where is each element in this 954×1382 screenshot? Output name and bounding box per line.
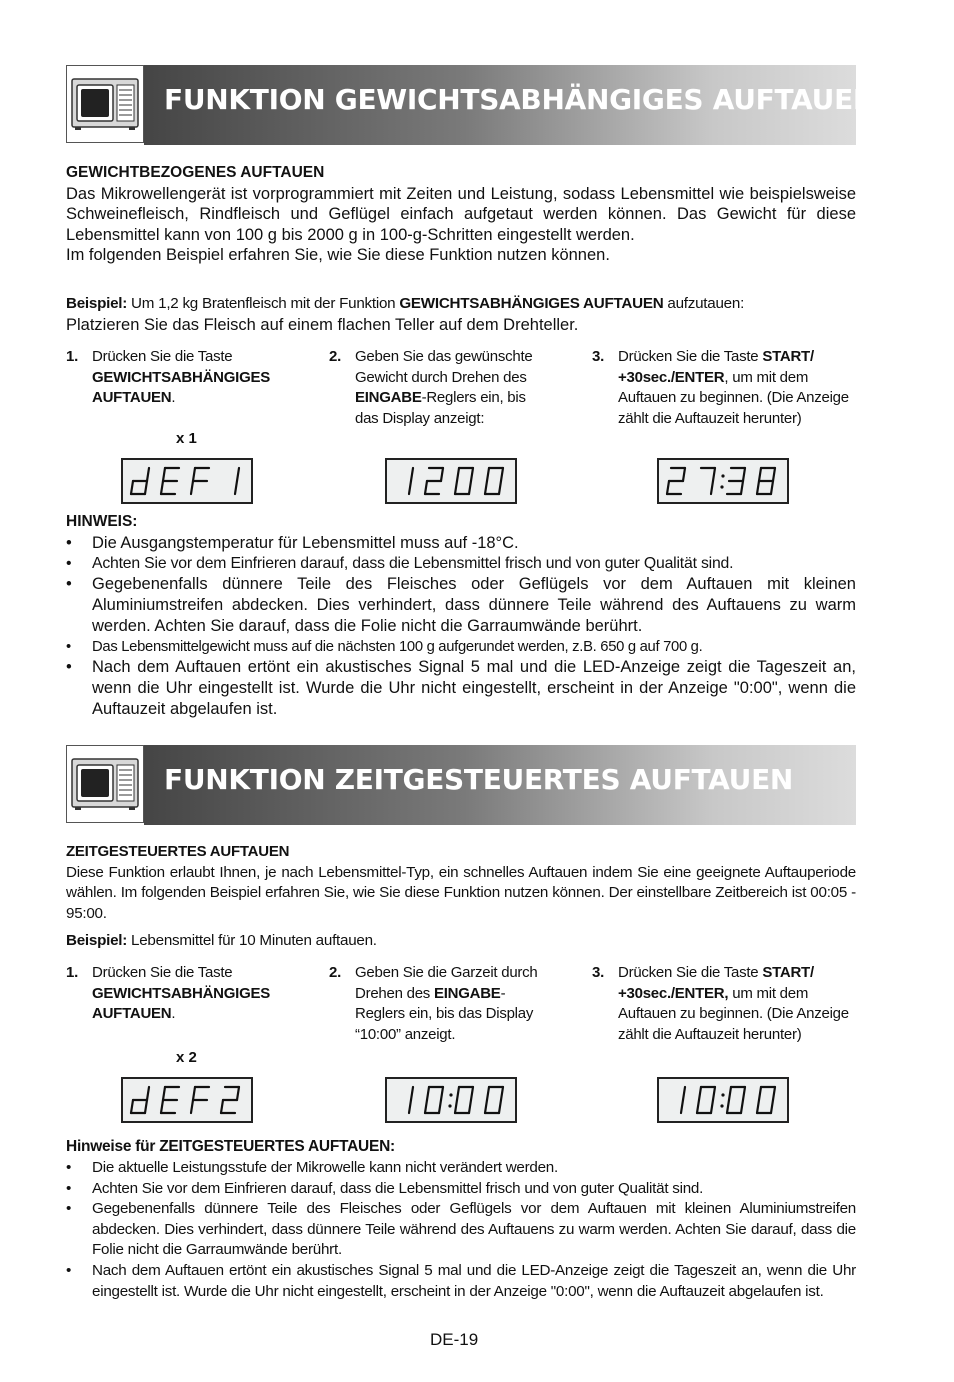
lcd-segment: [439, 1100, 441, 1113]
step-number: 1.: [66, 964, 79, 981]
list-item: [66, 657, 856, 719]
lcd-segment: [147, 1087, 149, 1100]
list-item: [66, 1158, 856, 1179]
lcd-segment: [713, 1087, 715, 1100]
lcd-segment: [191, 481, 193, 494]
lcd-segment: [145, 481, 147, 494]
lcd-segment: [471, 1087, 473, 1100]
lcd-segment: [409, 1100, 411, 1113]
list-item: [66, 1261, 856, 1302]
lcd-colon: [720, 1104, 723, 1107]
step-1: [66, 347, 286, 409]
lcd-colon: [721, 474, 724, 477]
lcd-segment: [741, 481, 743, 494]
lcd-segment: [457, 1087, 459, 1100]
lcd-segment: [727, 1100, 729, 1113]
lcd-segment: [487, 1087, 489, 1100]
step-number: 2.: [329, 348, 342, 365]
section1-intro: [66, 163, 856, 266]
lcd-segment: [427, 1087, 429, 1100]
note-text: Achten Sie vor dem Einfrieren darauf, dass die Lebensmittel frisch und von guter Qualität sind.: [92, 554, 734, 572]
press-count: x 1: [176, 430, 197, 447]
step-text-end: -Reglers ein, bis das Display anzeigt:: [355, 389, 526, 428]
lcd-segment: [683, 1087, 685, 1100]
section2-intro: [66, 842, 856, 924]
step-text: Drücken Sie die Taste: [92, 348, 233, 365]
lcd-segment: [757, 1100, 759, 1113]
lcd-segment: [501, 468, 503, 481]
lcd-segment: [759, 1087, 761, 1100]
lcd-segment: [485, 481, 487, 494]
bullet: •: [66, 1261, 72, 1279]
lcd-colon: [449, 1093, 452, 1096]
lcd-display: [121, 1077, 253, 1123]
section1-intro-text: Das Mikrowellengerät ist vorprogrammiert mit Zeiten und Leistung, sodass Lebensmittel wie beispielsweise Schweinefleisch, Rindfleisch und Geflügel einfach aufgetaut werden können. Das Gewicht für diese Lebensmittel kann von 100 g bis 2000 g in 100-g-Schritten eingestellt werden.: [66, 184, 856, 244]
bullet: •: [66, 1159, 72, 1176]
list-item: [66, 554, 856, 575]
lcd-digits: [387, 460, 515, 502]
lcd-display: [657, 1077, 789, 1123]
lcd-segment: [411, 468, 413, 481]
lcd-segment: [425, 481, 427, 494]
section2-banner: [66, 745, 856, 825]
note-text: Achten Sie vor dem Einfrieren darauf, dass die Lebensmittel frisch und von guter Qualität sind.: [92, 1179, 704, 1197]
lcd-colon: [448, 1104, 451, 1107]
lcd-display: [385, 458, 517, 504]
step-key: GEWICHTSABHÄNGIGES AUFTAUEN: [92, 984, 271, 1023]
lcd-digits: [387, 1079, 515, 1121]
lcd-segment: [469, 481, 471, 494]
lcd-segment: [441, 1087, 443, 1100]
lcd-segment: [743, 468, 745, 481]
bullet: •: [66, 1200, 72, 1218]
microwave-icon: [66, 65, 144, 143]
section1-subheading: GEWICHTBEZOGENES AUFTAUEN: [66, 164, 325, 181]
list-item: [66, 574, 856, 636]
section1-title: FUNKTION GEWICHTSABHÄNGIGES AUFTAUEN: [164, 83, 877, 116]
example-label: Beispiel:: [66, 295, 128, 312]
lcd-segment: [409, 481, 411, 494]
step-3: [592, 347, 854, 430]
lcd-segment: [757, 481, 759, 494]
microwave-icon: [66, 745, 144, 823]
lcd-segment: [697, 1100, 699, 1113]
step-3: [592, 963, 854, 1046]
list-item: [66, 533, 856, 554]
section1-intro-text2: Im folgenden Beispiel erfahren Sie, wie Sie diese Funktion nutzen können.: [66, 246, 610, 264]
example-text: Lebensmittel für 10 Minuten auftauen.: [127, 932, 377, 949]
lcd-segment: [773, 1087, 775, 1100]
note-text: Gegebenenfalls dünnere Teile des Fleisches oder Geflügels vor dem Auftauen mit kleinen Aluminiumstreifen abdecken. Dies verhindert, dass dünnere Teile während des Auftauens zu warm werden. Achten Sie darauf, dass die Folie nicht die Garraumwände berührt.: [92, 575, 856, 635]
lcd-digits: [659, 460, 787, 502]
note-text: Nach dem Auftauen ertönt ein akustisches Signal 5 mal und die LED-Anzeige zeigt die Tageszeit an, wenn die Uhr eingestellt ist. Wurde die Uhr nicht eingestellt, erscheint in der Anzeige "0:00", wenn die Auftauzeit abgelaufen ist.: [92, 658, 856, 718]
section1-notes: [66, 533, 856, 719]
lcd-segment: [771, 1100, 773, 1113]
list-item: [66, 1199, 856, 1261]
step-number: 1.: [66, 348, 79, 365]
lcd-display: [657, 458, 789, 504]
step-1: [66, 963, 286, 1025]
step-key: START/ +30sec./ENTER,: [618, 964, 814, 1002]
lcd-segment: [759, 468, 761, 481]
step-text-end: um mit dem Auftauen zu beginnen. (Die Anzeige zählt die Auftauzeit herunter): [618, 984, 849, 1044]
lcd-segment: [487, 468, 489, 481]
lcd-segment: [237, 1087, 239, 1100]
section1-notes-heading: HINWEIS:: [66, 513, 138, 530]
section1-example: [66, 294, 856, 335]
step-key: EINGABE: [355, 389, 422, 407]
example-text: Um 1,2 kg Bratenfleisch mit der Funktion: [127, 295, 400, 312]
lcd-segment: [131, 1100, 133, 1113]
lcd-segment: [193, 1087, 195, 1100]
step-text-end: -Reglers ein, bis das Display “10:00” anzeigt.: [355, 984, 534, 1044]
lcd-segment: [161, 1100, 163, 1113]
lcd-segment: [161, 481, 163, 494]
lcd-segment: [163, 468, 165, 481]
lcd-segment: [457, 468, 459, 481]
section2-example: [66, 931, 856, 952]
step-text-end: .: [171, 389, 176, 407]
lcd-segment: [485, 1100, 487, 1113]
list-item: [66, 637, 856, 658]
step-text: Drücken Sie die Taste: [92, 964, 233, 981]
lcd-segment: [455, 481, 457, 494]
lcd-digits: [659, 1079, 787, 1121]
step-key: START/ +30sec./ENTER: [618, 348, 814, 386]
lcd-colon: [721, 1093, 724, 1096]
section2-intro-text: Diese Funktion erlaubt Ihnen, je nach Lebensmittel-Typ, ein schnelles Auftauen indem Sie eine geeignete Auftauperiode wählen. Im folgenden Beispiel erfahren Sie, wie Sie diese Funktion nutzen können. Der einstellbare Zeitbereich ist 00:05 - 95:00.: [66, 863, 856, 922]
lcd-segment: [743, 1087, 745, 1100]
step-number: 3.: [592, 348, 605, 365]
example-line2: Platzieren Sie das Fleisch auf einem flachen Teller auf dem Drehteller.: [66, 315, 579, 334]
section2-subheading: ZEITGESTEUERTES AUFTAUEN: [66, 843, 290, 860]
lcd-segment: [425, 1100, 427, 1113]
bullet: •: [66, 554, 72, 572]
section1-banner: [66, 65, 877, 145]
step-number: 2.: [329, 964, 342, 981]
note-text: Die aktuelle Leistungsstufe der Mikrowelle kann nicht verändert werden.: [92, 1159, 558, 1176]
section2-notes-heading: Hinweise für ZEITGESTEUERTES AUFTAUEN:: [66, 1138, 395, 1155]
lcd-segment: [163, 1087, 165, 1100]
press-count: x 2: [176, 1049, 197, 1066]
list-item: [66, 1179, 856, 1200]
page-number: DE-19: [430, 1330, 479, 1349]
step-key: GEWICHTSABHÄNGIGES AUFTAUEN: [92, 368, 271, 407]
lcd-segment: [191, 1100, 193, 1113]
example-label: Beispiel:: [66, 932, 128, 949]
lcd-segment: [471, 468, 473, 481]
lcd-segment: [711, 1100, 713, 1113]
lcd-display: [121, 458, 253, 504]
lcd-segment: [145, 1100, 147, 1113]
lcd-digits: [123, 1079, 251, 1121]
section2-title: FUNKTION ZEITGESTEUERTES AUFTAUEN: [164, 763, 794, 796]
lcd-segment: [147, 468, 149, 481]
lcd-display: [385, 1077, 517, 1123]
lcd-segment: [729, 1087, 731, 1100]
lcd-segment: [499, 481, 501, 494]
lcd-colon: [720, 485, 723, 488]
note-text: Gegebenenfalls dünnere Teile des Fleisches oder Geflügels vor dem Auftauen mit kleinen Aluminiumstreifen abdecken. Dies verhindert, dass dünnere Teile während des Auftauens zu warm werden. Achten Sie darauf, dass die Folie nicht die Garraumwände berührt.: [92, 1200, 856, 1259]
bullet: •: [66, 638, 71, 655]
step-2: [329, 963, 549, 1046]
section2-notes: [66, 1158, 856, 1302]
bullet: •: [66, 575, 72, 594]
lcd-segment: [499, 1100, 501, 1113]
example-bold: GEWICHTSABHÄNGIGES AUFTAUEN: [399, 295, 664, 312]
lcd-segment: [131, 481, 133, 494]
lcd-segment: [713, 468, 715, 481]
step-text: Drücken Sie die Taste: [618, 348, 763, 365]
step-text: Geben Sie das gewünschte Gewicht durch Drehen des: [355, 348, 533, 386]
lcd-segment: [773, 468, 775, 481]
lcd-segment: [455, 1100, 457, 1113]
bullet: •: [66, 1179, 72, 1197]
lcd-segment: [235, 481, 237, 494]
note-text: Nach dem Auftauen ertönt ein akustisches Signal 5 mal und die LED-Anzeige zeigt die Tageszeit an, wenn die Uhr eingestellt ist. Wurde die Uhr nicht eingestellt, erscheint in der Anzeige "0:00", wenn die Auftauzeit abgelaufen ist.: [92, 1261, 856, 1300]
lcd-segment: [699, 1087, 701, 1100]
lcd-segment: [469, 1100, 471, 1113]
step-text-end: , um mit dem Auftauen zu beginnen. (Die Anzeige zählt die Auftauzeit herunter): [618, 368, 849, 428]
bullet: •: [66, 658, 72, 677]
lcd-segment: [193, 468, 195, 481]
lcd-segment: [681, 1100, 683, 1113]
lcd-segment: [221, 1100, 223, 1113]
step-2: [329, 347, 549, 430]
lcd-segment: [667, 481, 669, 494]
step-key: EINGABE: [433, 984, 501, 1002]
note-text: Die Ausgangstemperatur für Lebensmittel muss auf -18°C.: [92, 534, 519, 552]
lcd-digits: [123, 460, 251, 502]
lcd-segment: [741, 1100, 743, 1113]
lcd-segment: [411, 1087, 413, 1100]
note-text: Das Lebensmittelgewicht muss auf die nächsten 100 g aufgerundet werden, z.B. 650 g auf 700 g.: [92, 638, 703, 655]
step-text: Drücken Sie die Taste: [618, 964, 763, 981]
example-text-end: aufzutauen:: [663, 295, 745, 312]
lcd-segment: [441, 468, 443, 481]
step-text: Geben Sie die Garzeit durch Drehen des: [355, 964, 538, 1002]
lcd-segment: [711, 481, 713, 494]
step-text-end: .: [171, 1005, 176, 1023]
lcd-segment: [771, 481, 773, 494]
lcd-segment: [501, 1087, 503, 1100]
lcd-segment: [683, 468, 685, 481]
step-number: 3.: [592, 964, 605, 981]
bullet: •: [66, 534, 72, 552]
lcd-segment: [237, 468, 239, 481]
